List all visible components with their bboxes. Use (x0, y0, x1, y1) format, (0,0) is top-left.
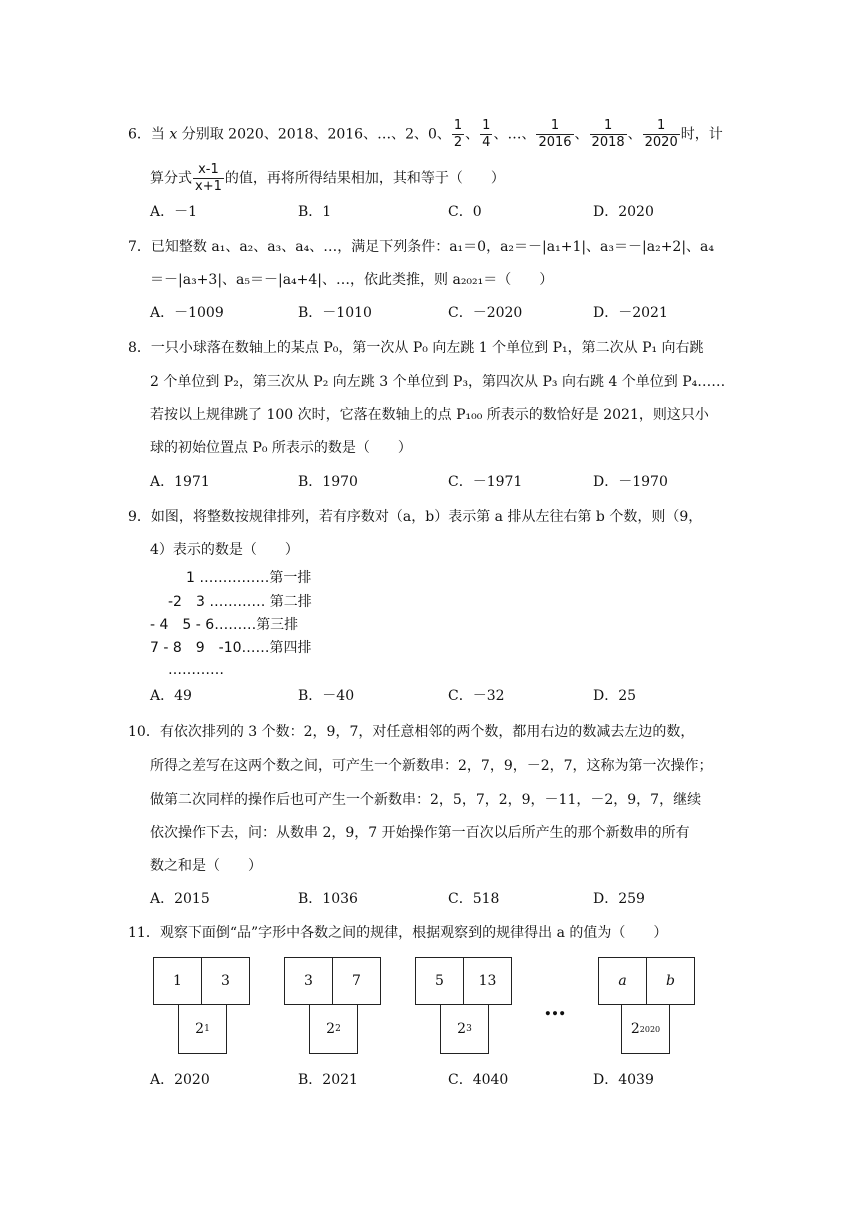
fraction-1-4: $\frac{1}{4}$ (482, 118, 491, 150)
q6-number: 6． (128, 126, 151, 143)
q7-line1: 7．已知整数 a₁、a₂、a₃、a₄、…，满足下列条件：a₁＝0，a₂＝－|a₁+1|、a₃＝－|a₂+2|、a₄ (128, 239, 715, 255)
figure-ellipsis: … (544, 995, 567, 1021)
option-c[interactable]: C．－2020 (448, 305, 523, 321)
q7-line2: ＝－|a₃+3|、a₅＝－|a₄+4|、…，依此类推，则 a₂₀₂₁＝（ ） (150, 272, 554, 288)
figure-3-left-cell: 5 (415, 957, 464, 1005)
q10-line2: 所得之差写在这两个数之间，可产生一个新数串：2，7，9，－2，7，这称为第一次操作； (150, 758, 713, 774)
option-b[interactable]: B．1 (298, 204, 332, 220)
q8-line1: 8．一只小球落在数轴上的某点 P₀，第一次从 P₀ 向左跳 1 个单位到 P₁，第二次从 P₁ 向右跳 (128, 340, 704, 356)
triangle-row-2: -2 3 ………… 第二排 (168, 594, 312, 610)
option-a[interactable]: A．－1009 (150, 305, 224, 321)
q10-line4: 依次操作下去，问：从数串 2，9，7 开始操作第一百次以后所产生的那个新数串的所有 (150, 825, 690, 841)
figure-1-left-cell: 1 (153, 957, 202, 1005)
option-a[interactable]: A．－1 (150, 204, 198, 220)
figure-1-right-cell: 3 (201, 957, 250, 1005)
option-d[interactable]: D．－2021 (593, 305, 668, 321)
fraction-1-2020: $\frac{1}{2020}$ (644, 118, 678, 150)
figure-2-right-cell: 7 (332, 957, 381, 1005)
option-b[interactable]: B．－40 (298, 688, 355, 704)
figure-1-bottom-cell: 2 1 (178, 1004, 227, 1054)
option-a[interactable]: A．2015 (150, 891, 210, 907)
figure-4-right-cell: b (646, 957, 695, 1005)
q6-line1: 6．当 x 分别取 2020、2018、2016、…、2、0、 $\frac{1}{2}$ 、 $\frac{1}{4}$ 、…、 $\frac{1}{2016}$ 、 $\frac{1}{2018}$ 、 $\frac{1}{2020}$ 时，计 (128, 118, 723, 150)
option-b[interactable]: B．1036 (298, 891, 358, 907)
option-d[interactable]: D．259 (593, 891, 645, 907)
q8-line4: 球的初始位置点 P₀ 所表示的数是（ ） (150, 440, 412, 456)
option-b[interactable]: B．－1010 (298, 305, 372, 321)
option-c[interactable]: C．－1971 (448, 474, 523, 490)
q8-line2: 2 个单位到 P₂，第三次从 P₂ 向左跳 3 个单位到 P₃，第四次从 P₃ 向右跳 4 个单位到 P₄…… (150, 374, 726, 390)
q10-line5: 数之和是（ ） (150, 858, 262, 874)
fraction-1-2018: $\frac{1}{2018}$ (591, 118, 625, 150)
fraction-1-2016: $\frac{1}{2016}$ (538, 118, 572, 150)
q11-line1: 11．观察下面倒“品”字形中各数之间的规律，根据观察到的规律得出 a 的值为（ ） (128, 925, 668, 941)
figure-3-bottom-cell: 2 3 (440, 1004, 489, 1054)
option-c[interactable]: C．－32 (448, 688, 505, 704)
option-d[interactable]: D．4039 (593, 1072, 654, 1088)
figure-2-left-cell: 3 (284, 957, 333, 1005)
q10-line1: 10．有依次排列的 3 个数：2，9，7，对任意相邻的两个数，都用右边的数减去左边的数， (128, 724, 695, 740)
triangle-row-1: 1 ……………第一排 (186, 570, 312, 586)
q9-line1: 9．如图，将整数按规律排列，若有序数对（a，b）表示第 a 排从左往右第 b 个数，则（9， (128, 509, 703, 525)
option-d[interactable]: D．25 (593, 688, 637, 704)
option-d[interactable]: D．2020 (593, 204, 654, 220)
triangle-row-4: 7 - 8 9 -10……第四排 (150, 640, 312, 656)
option-c[interactable]: C．0 (448, 204, 482, 220)
option-c[interactable]: C．4040 (448, 1072, 509, 1088)
fraction-1-2: $\frac{1}{2}$ (453, 118, 463, 150)
figure-2-bottom-cell: 2 2 (309, 1004, 358, 1054)
q9-line2: 4）表示的数是（ ） (150, 542, 299, 558)
triangle-row-3: - 4 5 - 6………第三排 (150, 617, 299, 633)
figure-3-right-cell: 13 (463, 957, 512, 1005)
option-d[interactable]: D．－1970 (593, 474, 668, 490)
option-c[interactable]: C．518 (448, 891, 500, 907)
option-b[interactable]: B．2021 (298, 1072, 358, 1088)
q6-line2: 算分式 $\frac{x-1}{x+1}$ 的值，再将所得结果相加，其和等于（ ） (150, 162, 505, 194)
q8-line3: 若按以上规律跳了 100 次时，它落在数轴上的点 P₁₀₀ 所表示的数恰好是 2021，则这只小 (150, 407, 709, 423)
triangle-tail-dots: ………… (168, 662, 224, 678)
option-b[interactable]: B．1970 (298, 474, 358, 490)
q10-line3: 做第二次同样的操作后也可产生一个新数串：2，5，7，2，9，－11，－2，9，7，继续 (150, 792, 702, 808)
figure-4-bottom-cell: 2 2020 (621, 1004, 670, 1054)
option-a[interactable]: A．49 (150, 688, 192, 704)
option-a[interactable]: A．2020 (150, 1072, 210, 1088)
fraction-expression: $\frac{x-1}{x+1}$ (195, 162, 222, 194)
figure-4-left-cell: a (598, 957, 647, 1005)
option-a[interactable]: A．1971 (150, 474, 210, 490)
